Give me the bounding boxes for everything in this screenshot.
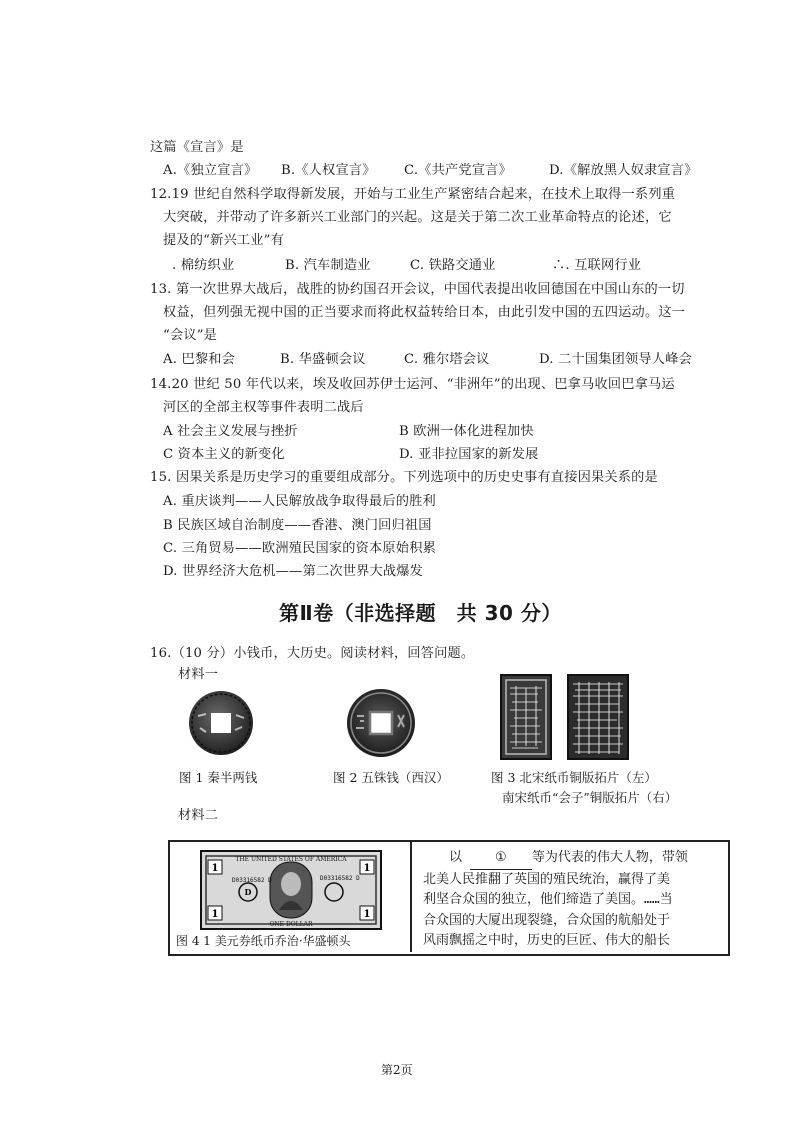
q13-option-b: B. 华盛顿会议 [280,352,366,367]
q11-option-d: D.《解放黑人奴隶宣言》 [549,163,698,178]
q11-option-c: C.《共产党宣言》 [404,163,512,178]
bill-seal-letter: D [244,887,252,897]
q12-stem-line: 12.19 世纪自然科学取得新发展，开始与工业生产紧密结合起来，在技术上取得一系列重 [150,187,676,202]
q13-option-a: A. 巴黎和会 [163,352,236,367]
bill-denomination-tl: 1 [211,863,219,874]
q12-option-d: ∴. 互联网行业 [552,258,642,273]
wuzhu-coin-image [344,686,418,760]
huizi-rubbing-image [567,674,629,760]
q14-option-a: A 社会主义发展与挫折 [163,424,298,439]
page-number: 第2页 [381,1063,413,1077]
fig1-caption: 图 1 秦半两钱 [179,770,258,785]
northern-song-rubbing-image [500,674,552,760]
q12-option-c: C. 铁路交通业 [410,258,496,273]
bill-denomination-tr: 1 [363,863,371,874]
quote-blank-1: ① [470,848,532,870]
quote-line-1: 等为代表的伟大人物，带领 [531,850,688,865]
q14-stem-line: 河区的全部主权等事件表明二战后 [163,400,364,415]
q12-option-b: B. 汽车制造业 [285,258,371,273]
material-1-label: 材料一 [178,667,219,682]
q13-option-d: D. 二十国集团领导人峰会 [539,352,692,367]
q14-stem-line: 14.20 世纪 50 年代以来，埃及收回苏伊士运河、“非洲年”的出现、巴拿马收回巴拿马运 [150,377,675,392]
bill-serial-left: D03316582 D [232,877,272,884]
quote-prefix: 以 [449,850,463,865]
q12-stem-line: 提及的“新兴工业”有 [163,233,284,248]
q13-stem-line: 13. 第一次世界大战后，战胜的协约国召开会议，中国代表提出收回德国在中国山东的一切 [150,282,685,297]
one-dollar-bill-image [200,850,382,930]
q13-stem-line: “会议”是 [163,328,218,343]
q11-stem-tail: 这篇《宣言》是 [150,140,244,155]
quote-line-5: 风雨飘摇之中时，历史的巨匠、伟大的船长 [423,933,671,948]
quote-line-2: 北美人民推翻了英国的殖民统治，赢得了美 [423,871,671,887]
q14-option-b: B 欧洲一体化进程加快 [399,424,534,439]
q13-option-c: C. 雅尔塔会议 [404,352,490,367]
fig2-caption: 图 2 五铢钱（西汉） [333,770,449,785]
q13-stem-line: 权益，但列强无视中国的正当要求而将此权益转给日本，由此引发中国的五四运动。这一 [163,305,686,320]
bill-footer-text: ONE DOLLAR [269,921,313,928]
q11-option-a: A.《独立宣言》 [163,163,258,178]
banliang-coin-image [186,688,256,758]
q11-option-b: B.《人权宣言》 [281,163,376,178]
q12-option-a: . 棉纺织业 [172,258,235,273]
material-2-divider [410,842,412,952]
q12-stem-line: 大突破，并带动了许多新兴工业部门的兴起。这是关于第二次工业革命特点的论述，它 [163,210,672,225]
fig3-caption-continued: 南宋纸币“会子”铜版拓片（右） [502,790,678,805]
fig4-caption: 图 4 1 美元券纸币乔治·华盛顿头 [176,934,351,948]
bill-denomination-bl: 1 [211,909,219,920]
material-2-label: 材料二 [178,808,219,823]
q14-option-c: C 资本主义的新变化 [163,447,285,462]
section-title: 第Ⅱ卷（非选择题 共 30 分） [279,601,562,625]
q15-stem: 15. 因果关系是历史学习的重要组成部分。下列选项中的历史史事有直接因果关系的是 [150,470,658,485]
bill-header-text: THE UNITED STATES OF AMERICA [235,856,347,863]
fig3-caption: 图 3 北宋纸币铜版拓片（左） [491,770,657,785]
quote-line-3: 利坚合众国的独立，他们缔造了美国。……当 [423,892,673,907]
q15-option-b: B 民族区域自治制度——香港、澳门回归祖国 [163,518,432,533]
bill-denomination-br: 1 [363,909,371,920]
quote-line-4: 合众国的大厦出现裂缝，合众国的航船处于 [423,912,671,928]
q15-option-d: D. 世界经济大危机——第二次世界大战爆发 [163,564,424,579]
material-2-quote [423,848,723,952]
bill-serial-right: D03316582 D [320,875,360,882]
q16-stem: 16.（10 分）小钱币，大历史。阅读材料，回答问题。 [150,646,475,661]
q14-option-d: D. 亚非拉国家的新发展 [399,447,539,462]
q15-option-c: C. 三角贸易——欧洲殖民国家的资本原始积累 [163,541,436,556]
q15-option-a: A. 重庆谈判——人民解放战争取得最后的胜利 [163,494,436,509]
